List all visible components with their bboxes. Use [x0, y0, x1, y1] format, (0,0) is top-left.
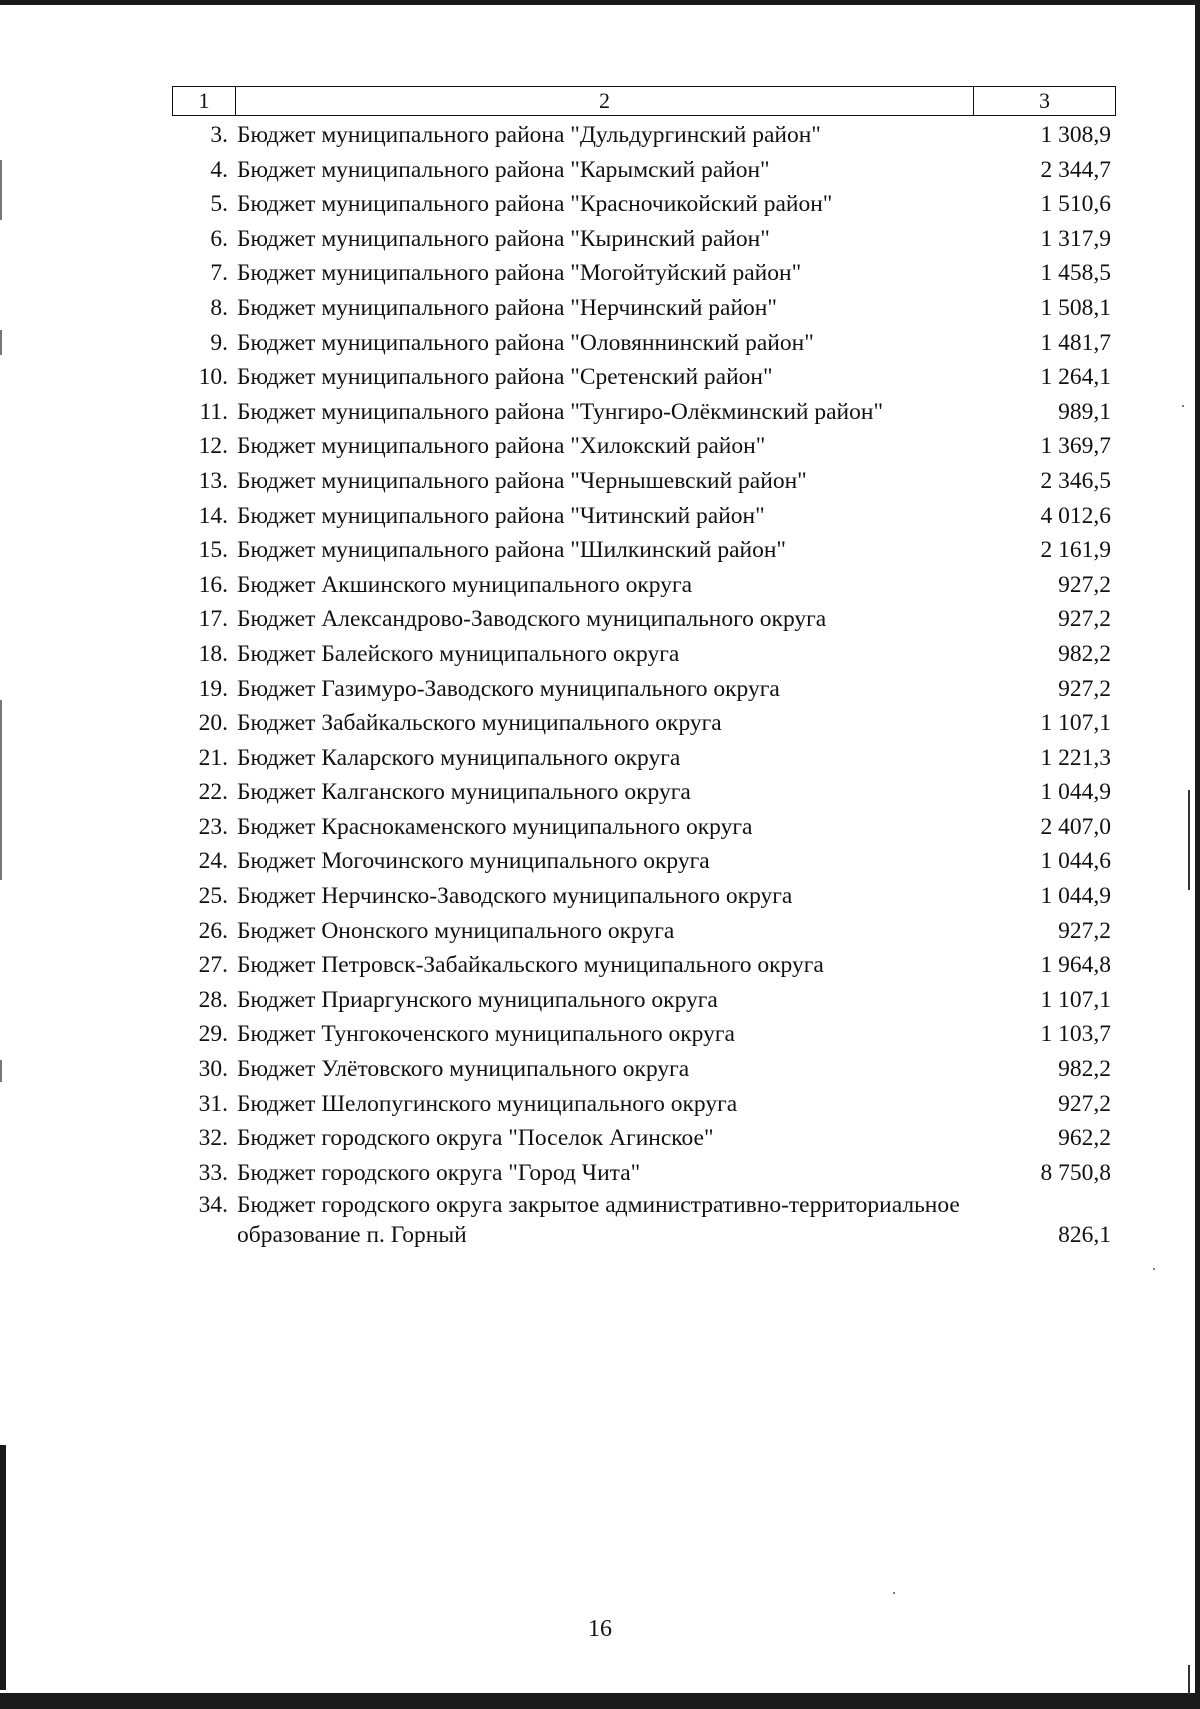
row-number: 31.: [198, 1090, 228, 1117]
scan-speck: [0, 160, 2, 220]
row-name: Бюджет муниципального района "Оловяннинский район": [237, 329, 814, 356]
table-row: [172, 810, 1116, 845]
row-value: 962,2: [1058, 1125, 1111, 1152]
row-number: 14.: [198, 502, 228, 529]
row-number: 21.: [198, 744, 228, 771]
table-row: [172, 879, 1116, 914]
row-number: 18.: [198, 640, 228, 667]
table-row: [172, 464, 1116, 499]
table-row: [172, 429, 1116, 464]
table-row: [172, 637, 1116, 672]
row-name: Бюджет муниципального района "Кыринский район": [237, 225, 770, 252]
row-number: 27.: [198, 952, 228, 979]
scan-border-right: [1195, 0, 1200, 1709]
row-name: Бюджет Краснокаменского муниципального округа: [237, 813, 753, 840]
scan-speck: [1182, 405, 1184, 407]
row-name: Бюджет муниципального района "Чернышевский район": [237, 467, 807, 494]
row-name: Бюджет Балейского муниципального округа: [237, 640, 680, 667]
row-name: Бюджет Александрово-Заводского муниципального округа: [237, 606, 827, 633]
row-name: Бюджет муниципального района "Карымский район": [237, 156, 770, 183]
row-value: 1 308,9: [1040, 122, 1111, 148]
header-col-1: 1: [173, 87, 236, 115]
row-number: 11.: [199, 398, 228, 425]
table-row: [172, 1052, 1116, 1087]
row-name: Бюджет муниципального района "Нерчинский район": [237, 294, 777, 321]
row-number: 9.: [210, 329, 228, 356]
table-row: [172, 118, 1116, 153]
row-value: 1 264,1: [1040, 364, 1111, 391]
table-row: [172, 1087, 1116, 1122]
row-value: 1 369,7: [1040, 433, 1111, 460]
header-col-3: 3: [1039, 88, 1050, 113]
table-row: [172, 1190, 1116, 1250]
table-row: [172, 844, 1116, 879]
row-value: 1 044,9: [1040, 883, 1111, 910]
row-name: Бюджет Улётовского муниципального округа: [237, 1056, 690, 1083]
table-row: [172, 1017, 1116, 1052]
scan-speck: [893, 1592, 895, 1594]
table-row: [172, 326, 1116, 361]
row-name: Бюджет Тунгокоченского муниципального округа: [237, 1021, 735, 1048]
table-row: [172, 741, 1116, 776]
table-row: [172, 983, 1116, 1018]
row-number: 19.: [198, 675, 228, 702]
table-header: [172, 86, 1116, 116]
row-name: Бюджет Акшинского муниципального округа: [237, 571, 693, 598]
row-value: 2 161,9: [1040, 537, 1111, 564]
row-number: 5.: [210, 191, 228, 218]
row-number: 28.: [198, 986, 228, 1013]
row-value: 989,1: [1058, 398, 1111, 425]
row-value: 2 344,7: [1040, 156, 1111, 183]
row-name: Бюджет муниципального района "Тунгиро-Олёкминский район": [237, 398, 884, 425]
scan-mark-left: [0, 1445, 6, 1690]
row-value: 4 012,6: [1040, 502, 1111, 529]
row-value: 927,2: [1058, 571, 1111, 598]
table-body: [172, 118, 1116, 1250]
header-col-2: 2: [236, 87, 974, 115]
row-number: 22.: [198, 779, 228, 806]
row-name: Бюджет Приаргунского муниципального округа: [237, 986, 718, 1013]
row-number: 7.: [210, 260, 228, 287]
row-value: 826,1: [1058, 1222, 1111, 1249]
row-name: Бюджет муниципального района "Читинский район": [237, 502, 765, 529]
row-number: 25.: [198, 883, 228, 910]
row-number: 23.: [198, 813, 228, 840]
row-name: Бюджет муниципального района "Дульдургинский район": [237, 122, 821, 148]
row-name: Бюджет Ононского муниципального округа: [237, 917, 675, 944]
table-row: [172, 1156, 1116, 1191]
row-number: 33.: [198, 1159, 228, 1186]
row-value: 1 317,9: [1040, 225, 1111, 252]
table-row: [172, 533, 1116, 568]
row-number: 34.: [198, 1192, 228, 1219]
table-row: [172, 914, 1116, 949]
row-value: 927,2: [1058, 606, 1111, 633]
row-value: 1 508,1: [1040, 294, 1111, 321]
row-value: 927,2: [1058, 1090, 1111, 1117]
row-number: 30.: [198, 1056, 228, 1083]
row-value: 8 750,8: [1040, 1159, 1111, 1186]
table-row: [172, 499, 1116, 534]
scan-border-bottom: [0, 1693, 1200, 1709]
row-value: 1 044,9: [1040, 779, 1111, 806]
row-number: 20.: [198, 710, 228, 737]
row-value: 1 107,1: [1040, 986, 1111, 1013]
row-name: Бюджет Газимуро-Заводского муниципального округа: [237, 675, 780, 702]
scan-speck: [1188, 790, 1190, 890]
row-name: Бюджет муниципального района "Шилкинский район": [237, 537, 787, 564]
row-name: Бюджет Калганского муниципального округа: [237, 779, 691, 806]
row-number: 10.: [198, 364, 228, 391]
table-row: [172, 948, 1116, 983]
table-row: [172, 291, 1116, 326]
row-value: 2 407,0: [1040, 813, 1111, 840]
row-name: Бюджет Нерчинско-Заводского муниципального округа: [237, 883, 793, 910]
budget-table: [172, 86, 1116, 1250]
table-row: [172, 602, 1116, 637]
table-row: [172, 153, 1116, 188]
row-name: Бюджет Забайкальского муниципального округа: [237, 710, 722, 737]
row-name: Бюджет Шелопугинского муниципального округа: [237, 1090, 738, 1117]
scan-speck: [1188, 1665, 1190, 1695]
scan-border-top: [0, 0, 1200, 5]
table-row: [172, 568, 1116, 603]
row-number: 17.: [198, 606, 228, 633]
row-value: 2 346,5: [1040, 467, 1111, 494]
row-value: 1 964,8: [1040, 952, 1111, 979]
row-number: 24.: [198, 848, 228, 875]
row-number: 8.: [210, 294, 228, 321]
row-value: 1 221,3: [1040, 744, 1111, 771]
row-name: Бюджет муниципального района "Сретенский район": [237, 364, 773, 391]
row-number: 32.: [198, 1125, 228, 1152]
row-name: Бюджет городского округа "Город Чита": [237, 1159, 641, 1186]
row-number: 6.: [210, 225, 228, 252]
row-name: Бюджет городского округа закрытое административно-территориальное образование п. Горный: [237, 1192, 960, 1249]
row-name: Бюджет Могочинского муниципального округа: [237, 848, 710, 875]
table-row: [172, 187, 1116, 222]
row-number: 29.: [198, 1021, 228, 1048]
table-row: [172, 360, 1116, 395]
row-name: Бюджет муниципального района "Красночикойский район": [237, 191, 833, 218]
row-value: 1 044,6: [1040, 848, 1111, 875]
table-row: [172, 256, 1116, 291]
row-value: 927,2: [1058, 917, 1111, 944]
page-number: 16: [588, 1616, 612, 1642]
table-row: [172, 1121, 1116, 1156]
row-name: Бюджет городского округа "Поселок Агинское": [237, 1125, 714, 1152]
row-name: Бюджет Каларского муниципального округа: [237, 744, 681, 771]
row-number: 13.: [198, 467, 228, 494]
table-row: [172, 395, 1116, 430]
row-value: 982,2: [1058, 1056, 1111, 1083]
scan-speck: [0, 1060, 2, 1082]
table-row: [172, 775, 1116, 810]
row-number: 4.: [210, 156, 228, 183]
row-value: 982,2: [1058, 640, 1111, 667]
row-value: 1 107,1: [1040, 710, 1111, 737]
row-name: Бюджет муниципального района "Хилокский район": [237, 433, 766, 460]
row-name: Бюджет муниципального района "Могойтуйский район": [237, 260, 802, 287]
scan-speck: [0, 330, 2, 355]
row-number: 3.: [210, 122, 228, 148]
row-value: 1 458,5: [1040, 260, 1111, 287]
table-row: [172, 706, 1116, 741]
row-value: 1 481,7: [1040, 329, 1111, 356]
table-row: [172, 672, 1116, 707]
table-row: [172, 222, 1116, 257]
row-number: 16.: [198, 571, 228, 598]
row-value: 927,2: [1058, 675, 1111, 702]
row-name: Бюджет Петровск-Забайкальского муниципального округа: [237, 952, 824, 979]
row-value: 1 103,7: [1040, 1021, 1111, 1048]
row-number: 26.: [198, 917, 228, 944]
row-value: 1 510,6: [1040, 191, 1111, 218]
scan-speck: [0, 700, 2, 880]
row-number: 15.: [198, 537, 228, 564]
row-number: 12.: [198, 433, 228, 460]
scan-speck: [1153, 1268, 1155, 1270]
